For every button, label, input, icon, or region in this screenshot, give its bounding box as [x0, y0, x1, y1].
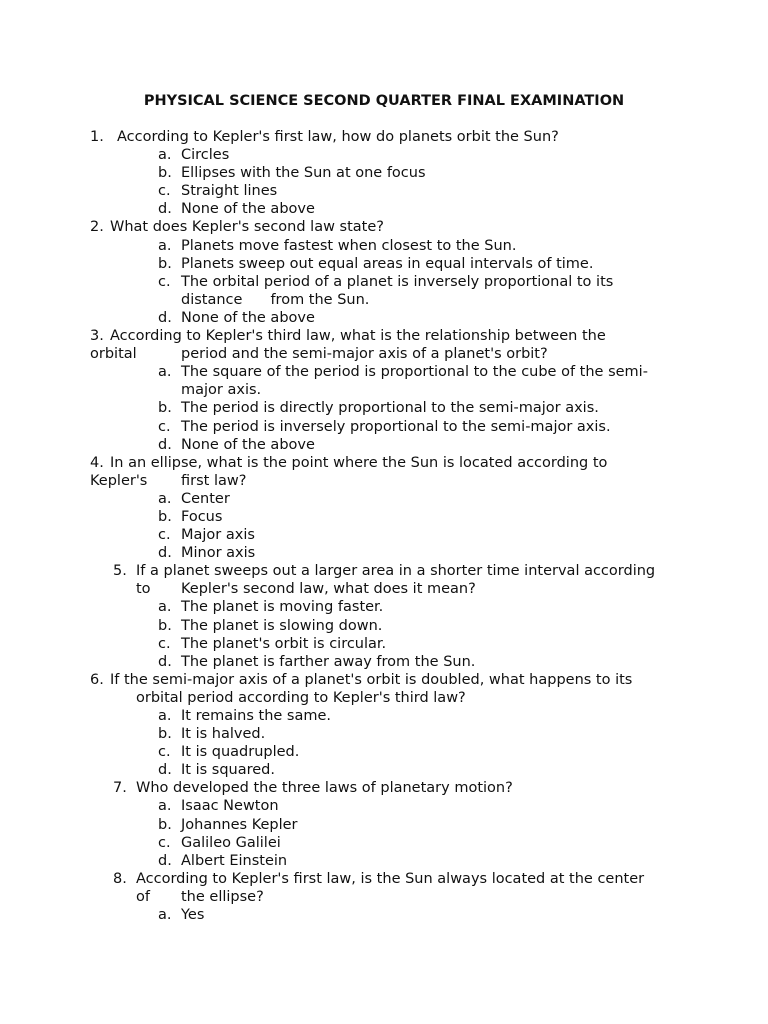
- option-text-continued: distance from the Sun.: [181, 291, 370, 308]
- option-5c: [0, 635, 768, 653]
- question-7: [0, 779, 768, 797]
- question-6: [0, 671, 768, 689]
- option-4d: [0, 544, 768, 562]
- question-4: [0, 454, 768, 472]
- question-text: In an ellipse, what is the point where the Sun is located according to: [110, 454, 608, 471]
- question-text-wrap: of: [136, 888, 150, 905]
- option-text: The period is inversely proportional to the semi-major axis.: [181, 418, 611, 435]
- exam-title: PHYSICAL SCIENCE SECOND QUARTER FINAL EXAMINATION: [143, 93, 625, 109]
- option-text: Albert Einstein: [181, 852, 288, 869]
- question-number: 1.: [90, 129, 104, 145]
- question-number: 7.: [113, 780, 127, 797]
- option-text: Planets move fastest when closest to the Sun.: [181, 237, 517, 254]
- question-number: 3.: [90, 328, 104, 345]
- option-letter: d.: [158, 762, 172, 779]
- question-text-wrap: to: [136, 581, 151, 598]
- option-3b: [0, 399, 768, 417]
- question-text-wrap: Kepler's: [90, 472, 148, 489]
- question-text: What does Kepler's second law state?: [110, 219, 384, 236]
- option-letter: c.: [158, 744, 171, 761]
- option-text: It remains the same.: [181, 708, 332, 724]
- question-text-continued: first law?: [181, 472, 247, 489]
- option-text: Johannes Kepler: [181, 816, 298, 833]
- option-text: Yes: [181, 907, 205, 924]
- option-letter: c.: [158, 635, 171, 652]
- option-1a: [0, 146, 768, 164]
- option-text: Galileo Galilei: [181, 834, 281, 851]
- question-5-continued: [0, 580, 768, 598]
- option-6d: [0, 761, 768, 779]
- question-1: [0, 128, 768, 146]
- option-text: The planet is slowing down.: [181, 617, 383, 634]
- option-text: Center: [181, 490, 230, 507]
- option-3c: [0, 418, 768, 436]
- option-letter: c.: [158, 183, 171, 200]
- option-1d: [0, 200, 768, 218]
- option-text: The planet is moving faster.: [181, 599, 384, 616]
- option-4a: [0, 490, 768, 508]
- question-text: According to Kepler's third law, what is the relationship between the: [110, 328, 606, 345]
- option-2a: [0, 237, 768, 255]
- question-number: 8.: [113, 870, 127, 887]
- option-text: The planet is farther away from the Sun.: [181, 653, 476, 670]
- option-letter: c.: [158, 527, 171, 544]
- option-text: None of the above: [181, 309, 315, 326]
- option-text: Isaac Newton: [181, 798, 279, 815]
- option-letter: a.: [158, 364, 172, 381]
- option-text: The square of the period is proportional to the cube of the semi-: [181, 364, 648, 381]
- option-letter: b.: [158, 400, 172, 417]
- option-text: Straight lines: [181, 183, 278, 200]
- question-5: [0, 562, 768, 580]
- option-text: It is halved.: [181, 726, 266, 743]
- option-3d: [0, 436, 768, 454]
- option-6b: [0, 725, 768, 743]
- option-letter: b.: [158, 255, 172, 272]
- option-letter: a.: [158, 708, 172, 724]
- option-text: Minor axis: [181, 545, 256, 562]
- option-letter: a.: [158, 798, 172, 815]
- option-7d: [0, 852, 768, 870]
- option-text: None of the above: [181, 201, 315, 218]
- question-text-wrap: orbital: [90, 346, 137, 363]
- question-8-continued: [0, 888, 768, 906]
- option-letter: b.: [158, 165, 172, 182]
- question-text: According to Kepler's first law, is the Sun always located at the center: [136, 870, 645, 887]
- option-text: Major axis: [181, 527, 255, 544]
- option-text: Focus: [181, 508, 223, 525]
- option-text: The period is directly proportional to the semi-major axis.: [181, 400, 599, 417]
- option-text: None of the above: [181, 436, 315, 453]
- question-text: According to Kepler's first law, how do planets orbit the Sun?: [117, 129, 559, 145]
- option-7b: [0, 816, 768, 834]
- option-7c: [0, 834, 768, 852]
- option-letter: c.: [158, 418, 171, 435]
- option-text: It is quadrupled.: [181, 744, 300, 761]
- question-3-continued: [0, 345, 768, 363]
- question-number: 5.: [113, 563, 127, 580]
- option-2c-continued: [0, 291, 768, 309]
- option-letter: d.: [158, 436, 172, 453]
- question-2: [0, 218, 768, 236]
- option-2b: [0, 255, 768, 273]
- option-5d: [0, 653, 768, 671]
- option-6c: [0, 743, 768, 761]
- option-letter: c.: [158, 273, 171, 290]
- option-2c: [0, 273, 768, 291]
- option-6a: [0, 707, 768, 725]
- option-letter: d.: [158, 852, 172, 869]
- option-2d: [0, 309, 768, 327]
- option-8a: [0, 906, 768, 924]
- option-letter: d.: [158, 309, 172, 326]
- option-4c: [0, 526, 768, 544]
- option-letter: b.: [158, 617, 172, 634]
- question-number: 6.: [90, 671, 104, 688]
- option-letter: d.: [158, 653, 172, 670]
- option-letter: b.: [158, 726, 172, 743]
- question-text-continued: the ellipse?: [181, 888, 264, 905]
- option-letter: d.: [158, 545, 172, 562]
- option-letter: b.: [158, 816, 172, 833]
- option-letter: d.: [158, 201, 172, 218]
- option-text-continued: major axis.: [181, 382, 262, 399]
- option-text: Ellipses with the Sun at one focus: [181, 165, 426, 182]
- option-text: Circles: [181, 147, 230, 164]
- question-8: [0, 870, 768, 888]
- option-5b: [0, 617, 768, 635]
- option-letter: b.: [158, 508, 172, 525]
- option-text: The orbital period of a planet is inversely proportional to its: [181, 273, 614, 290]
- option-letter: a.: [158, 599, 172, 616]
- question-4-continued: [0, 472, 768, 490]
- question-text-continued: period and the semi-major axis of a planet's orbit?: [181, 346, 548, 363]
- question-3: [0, 327, 768, 345]
- question-text-continued: orbital period according to Kepler's third law?: [136, 689, 466, 706]
- option-text: Planets sweep out equal areas in equal intervals of time.: [181, 255, 594, 272]
- question-text: If a planet sweeps out a larger area in a shorter time interval according: [136, 563, 656, 580]
- option-letter: a.: [158, 907, 172, 924]
- option-text: It is squared.: [181, 762, 275, 779]
- option-1c: [0, 182, 768, 200]
- option-3a-continued: [0, 381, 768, 399]
- question-number: 2.: [90, 219, 104, 236]
- question-text: If the semi-major axis of a planet's orbit is doubled, what happens to its: [110, 671, 633, 688]
- option-3a: [0, 363, 768, 381]
- option-letter: a.: [158, 237, 172, 254]
- option-text: The planet's orbit is circular.: [181, 635, 387, 652]
- question-6-continued: [0, 689, 768, 707]
- question-text-continued: Kepler's second law, what does it mean?: [181, 581, 476, 598]
- option-4b: [0, 508, 768, 526]
- option-letter: a.: [158, 490, 172, 507]
- option-letter: c.: [158, 834, 171, 851]
- option-5a: [0, 598, 768, 616]
- option-letter: a.: [158, 147, 172, 164]
- question-text: Who developed the three laws of planetary motion?: [136, 780, 513, 797]
- option-7a: [0, 797, 768, 815]
- question-number: 4.: [90, 454, 104, 471]
- question-list: [0, 128, 768, 924]
- option-1b: [0, 164, 768, 182]
